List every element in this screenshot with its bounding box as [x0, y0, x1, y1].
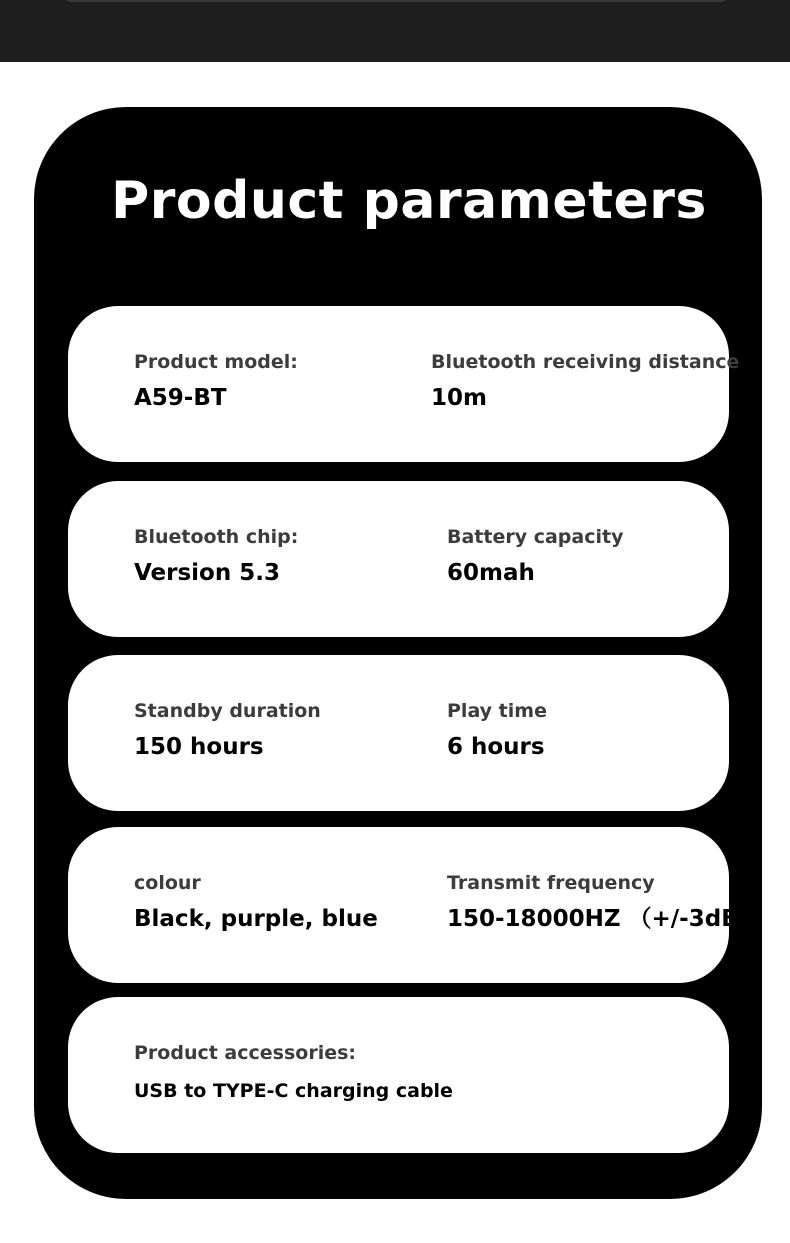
param-label: Standby duration [134, 700, 321, 722]
param-card-colour-frequency [68, 827, 750, 983]
param-product-model [134, 349, 298, 413]
param-value: 6 hours [447, 734, 545, 760]
param-value: 10m [431, 385, 487, 411]
param-battery-capacity [447, 524, 623, 588]
param-card-chip-battery [68, 481, 729, 637]
param-value: 150-18000HZ （+/-3dB) [447, 906, 750, 932]
param-label: colour [134, 872, 201, 894]
param-label: Battery capacity [447, 526, 624, 548]
param-label: Bluetooth chip: [134, 526, 299, 548]
param-card-standby-playtime [68, 655, 729, 811]
param-value: 150 hours [134, 734, 264, 760]
param-bluetooth-chip [134, 524, 298, 588]
param-standby-duration [134, 698, 321, 762]
param-value: Black, purple, blue [134, 906, 378, 932]
param-value: 60mah [447, 560, 535, 586]
param-colour [134, 870, 378, 934]
param-label: Product accessories: [134, 1042, 357, 1064]
top-banner-strip [0, 0, 790, 62]
param-label: Bluetooth receiving distance [431, 351, 740, 373]
param-label: Transmit frequency [447, 872, 655, 894]
top-banner-edge [62, 0, 730, 2]
param-label: Product model: [134, 351, 298, 373]
param-value: A59-BT [134, 385, 227, 411]
param-transmit-frequency [447, 870, 749, 934]
param-product-accessories [134, 1040, 453, 1106]
param-card-model-distance [68, 306, 740, 462]
param-value: Version 5.3 [134, 560, 280, 586]
page-title: Product parameters [111, 171, 707, 231]
param-card-accessories [68, 997, 729, 1153]
param-label: Play time [447, 700, 547, 722]
param-play-time [447, 698, 547, 762]
param-value: USB to TYPE-C charging cable [134, 1080, 453, 1102]
param-bluetooth-distance [431, 349, 739, 413]
